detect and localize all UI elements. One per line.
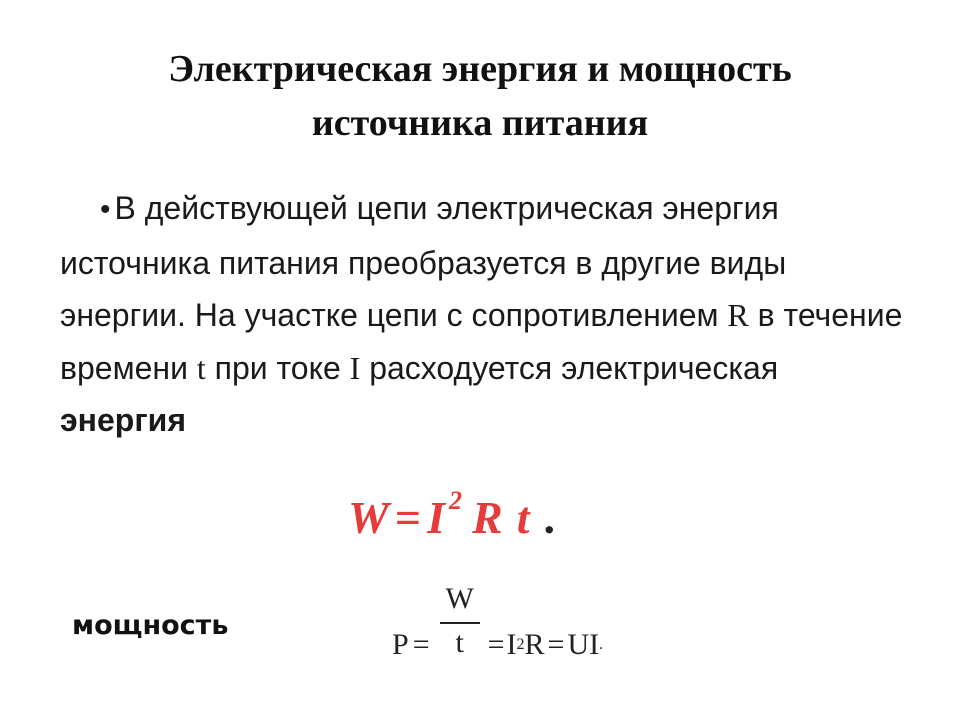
paragraph-text-4: расходуется электрическая [360,349,779,386]
paragraph-text-2: в течение времени [60,297,903,386]
fraction-bar [440,622,480,624]
exponent-2: 2 [516,636,525,653]
period-2: . [599,636,604,653]
voltage-current-product: UI [567,628,600,661]
title-line-1: Электрическая энергия и мощность [168,48,792,90]
var-current: I [349,349,361,386]
equals-sign-3: = [547,628,565,661]
power-symbol: P [392,628,409,661]
var-resistance: R [727,297,749,333]
bullet-point: • [100,193,111,226]
power-formula [392,582,652,664]
current-symbol-2: I [506,628,517,661]
var-time: t [196,349,206,386]
paragraph-text-3: при токе [205,349,350,386]
slide-title [0,42,960,150]
equals-sign-2: = [487,628,505,661]
resistance-symbol: R [472,492,503,543]
resistance-symbol-2: R [524,628,545,661]
paragraph-text-1: В действующей цепи электрическая энергия источника питания преобразуется в другие виды энергии. На участке цепи с сопротивлением [60,190,787,333]
period: . [543,492,555,543]
equals-sign: = [394,492,422,543]
energy-symbol: W [348,492,389,543]
power-label: мощность [72,610,229,641]
time-symbol: t [516,492,530,543]
current-symbol: I [427,492,446,543]
energy-formula [348,486,555,546]
title-line-2: источника питания [311,102,649,144]
description-paragraph [60,182,910,447]
fraction-denominator: t [455,626,464,659]
highlight-word-energy: энергия [60,402,187,438]
fraction [438,582,482,664]
fraction-numerator: W [445,582,474,615]
equals-sign-1: = [412,628,430,661]
exponent: 2 [449,486,463,515]
